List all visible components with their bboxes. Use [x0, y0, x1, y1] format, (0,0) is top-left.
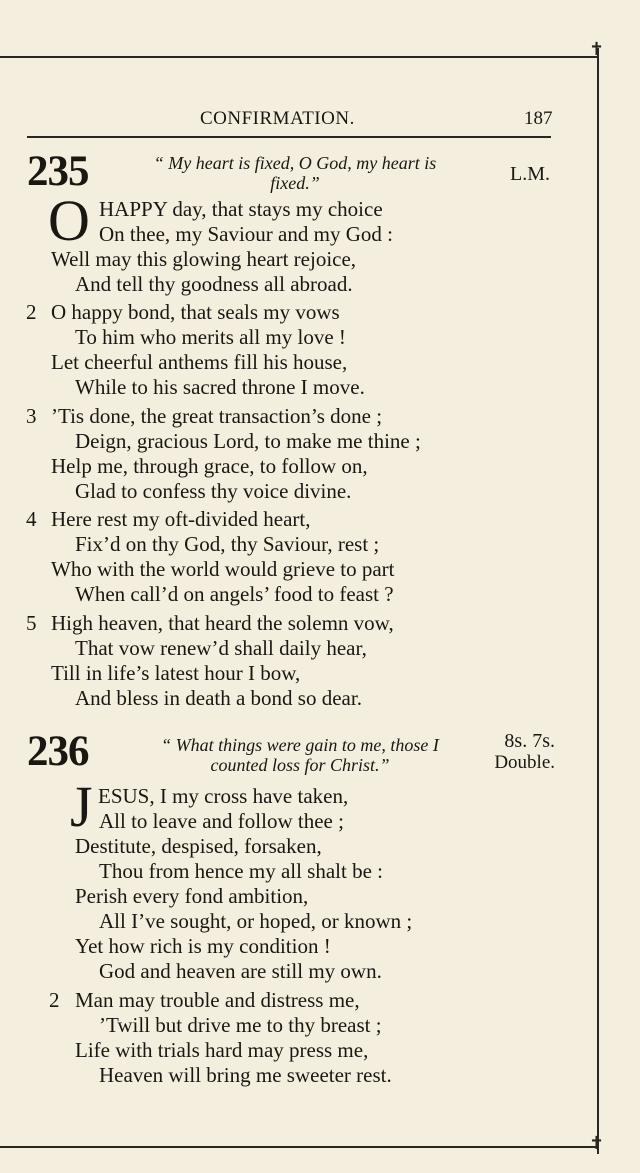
verse-number: 5	[26, 611, 37, 635]
hymn-line: Yet how rich is my condition !	[75, 934, 331, 958]
hymn-line: Thou from hence my all shalt be :	[99, 859, 384, 883]
meter-line: 8s. 7s.	[504, 730, 555, 752]
bottom-border-rule	[0, 1146, 598, 1148]
hymn-meter	[470, 730, 555, 774]
verse-number: 2	[49, 988, 60, 1012]
hymn-line: Till in life’s latest hour I bow,	[51, 661, 301, 685]
hymn-line: God and heaven are still my own.	[99, 959, 382, 983]
hymn-line: Help me, through grace, to follow on,	[51, 454, 368, 478]
cross-ornament-icon: ✝	[589, 39, 605, 59]
header-rule	[27, 136, 551, 138]
cross-ornament-icon: ✝	[589, 1133, 605, 1153]
hymn-line: Who with the world would grieve to part	[51, 557, 395, 581]
hymn-line: Perish every fond ambition,	[75, 884, 309, 908]
hymn-line: ’Tis done, the great transaction’s done ;	[51, 404, 383, 428]
hymn-epigraph	[120, 735, 480, 775]
verse-number: 2	[26, 300, 37, 324]
hymn-line: Deign, gracious Lord, to make me thine ;	[75, 429, 421, 453]
meter-line: Double.	[494, 752, 555, 773]
epigraph-line: fixed.”	[270, 173, 320, 193]
hymn-line: While to his sacred throne I move.	[75, 375, 365, 399]
hymn-epigraph	[110, 153, 480, 193]
hymn-line: HAPPY day, that stays my choice	[99, 197, 383, 221]
hymn-line: And bless in death a bond so dear.	[75, 686, 362, 710]
hymn-line: Glad to confess thy voice divine.	[75, 479, 352, 503]
running-head	[0, 108, 560, 134]
hymn-line: And tell thy goodness all abroad.	[75, 272, 353, 296]
verse-number: 3	[26, 404, 37, 428]
hymn-line: Destitute, despised, forsaken,	[75, 834, 322, 858]
hymn-line: Here rest my oft-divided heart,	[51, 507, 311, 531]
hymn-line: To him who merits all my love !	[75, 325, 346, 349]
section-title: CONFIRMATION.	[200, 108, 355, 129]
hymn-line: ’Twill but drive me to thy breast ;	[99, 1013, 382, 1037]
hymn-line: ESUS, I my cross have taken,	[98, 784, 349, 808]
right-border-rule	[597, 48, 599, 1154]
hymn-line: Heaven will bring me sweeter rest.	[99, 1063, 392, 1087]
hymn-number: 235	[27, 148, 89, 195]
epigraph-line: counted loss for Christ.”	[210, 755, 390, 775]
hymn-line: All I’ve sought, or hoped, or known ;	[99, 909, 413, 933]
epigraph-line: “ What things were gain to me, those I	[161, 735, 439, 755]
page-number: 187	[524, 108, 553, 129]
hymn-line: On thee, my Saviour and my God :	[99, 222, 393, 246]
hymn-line: Well may this glowing heart rejoice,	[51, 247, 357, 271]
hymn-line: All to leave and follow thee ;	[99, 809, 344, 833]
hymn-line: When call’d on angels’ food to feast ?	[75, 582, 394, 606]
hymn-line: High heaven, that heard the solemn vow,	[51, 611, 394, 635]
hymn-line: Life with trials hard may press me,	[75, 1038, 369, 1062]
drop-cap: O	[48, 188, 90, 253]
hymn-meter: L.M.	[510, 163, 550, 185]
hymn-line: Man may trouble and distress me,	[75, 988, 360, 1012]
verse-number: 4	[26, 507, 37, 531]
epigraph-line: “ My heart is fixed, O God, my heart is	[153, 153, 437, 173]
drop-cap: J	[70, 774, 93, 839]
hymn-line: That vow renew’d shall daily hear,	[75, 636, 367, 660]
hymn-line: Let cheerful anthems fill his house,	[51, 350, 348, 374]
hymn-number: 236	[27, 728, 89, 775]
hymn-line: O happy bond, that seals my vows	[51, 300, 340, 324]
top-border-rule	[0, 56, 598, 58]
hymn-line: Fix’d on thy God, thy Saviour, rest ;	[75, 532, 380, 556]
